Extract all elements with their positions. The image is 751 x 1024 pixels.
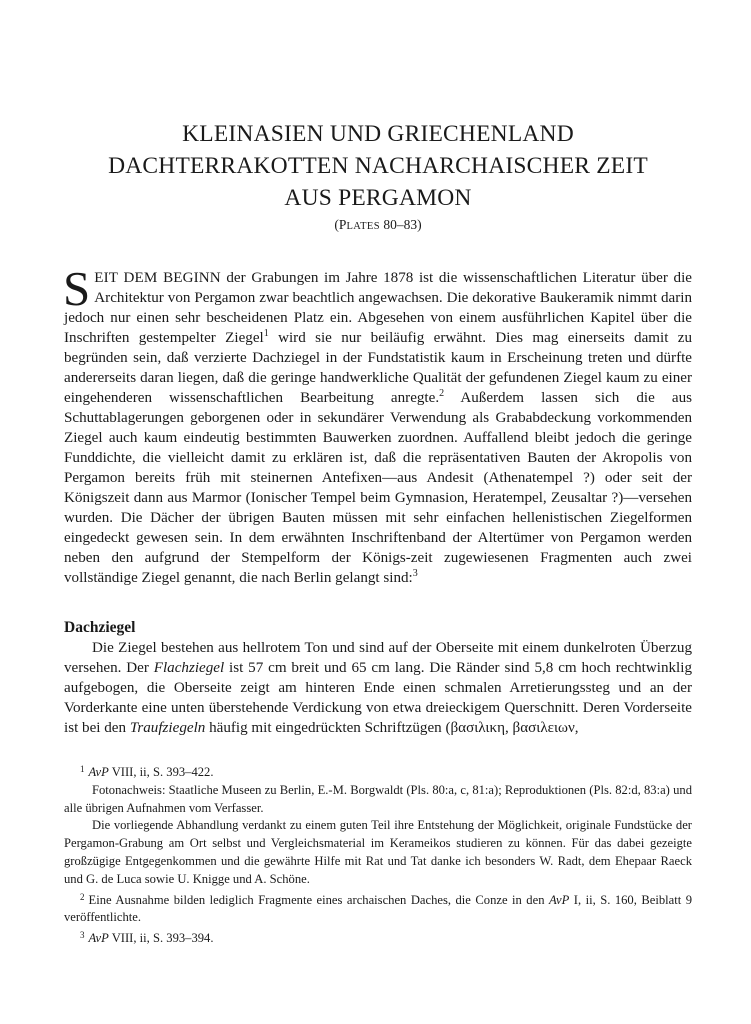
footnotes xyxy=(64,761,692,948)
title-line-1: KLEINASIEN UND GRIECHENLAND xyxy=(182,121,574,147)
lead-caps: EIT DEM BEGINN xyxy=(94,270,221,286)
page xyxy=(64,118,692,948)
plates-numbers: 80–83) xyxy=(379,217,422,232)
footnote-1-avp: AvP xyxy=(88,765,109,779)
footnote-1-text: VIII, ii, S. 393–422. xyxy=(108,765,214,779)
plates-reference xyxy=(64,216,692,236)
footnote-2-avp: AvP xyxy=(548,892,570,907)
footnote-ref-3[interactable]: 3 xyxy=(412,568,418,579)
section-heading: Dachziegel xyxy=(64,619,136,636)
footnote-1 xyxy=(64,761,692,782)
intro-text-3: Außerdem lassen sich die aus Schuttablagerungen geborgenen oder in sekundärer Verwendung als Grababdeckung vorkommenden Ziegel auch kaum eindeutig bestimmten Bauwerken zuordnen. Auffallend bleibt jedoch die geringe Funddichte, die vielleicht damit zu erklären ist, daß die repräsentativen Bauten der Akropolis von Pergamon bereits früh mit steinernen Antefixen—aus Andesit (Athenatempel ?) oder seit der Königszeit dann aus Marmor (Ionischer Tempel beim Gymnasion, Heratempel, Zeusaltar ?)—versehen wurden. Die Dächer der übrigen Bauten müssen mit sehr einfachen hellenistischen Ziegelformen eingedeckt gewesen sein. In dem erwähnten Inschriftenband der Altertümer von Pergamon werden neben den aufgrund der Stempelform der Königs-zeit zugewiesenen Fragmenten auch zwei vollständige Ziegel genannt, die nach Berlin gelangt sind: xyxy=(64,390,692,586)
footnote-2-text-a: Eine Ausnahme bilden lediglich Fragmente eines archaischen Daches, die Conze in den xyxy=(88,892,549,907)
footnote-3-avp: AvP xyxy=(88,931,109,946)
footnote-ref-1[interactable]: 1 xyxy=(263,328,269,339)
plates-open: ( xyxy=(334,217,339,232)
footnote-photo-credits: Fotonachweis: Staatliche Museen zu Berlin, E.-M. Borgwaldt (Pls. 80:a, c, 81:a); Reproduktionen (Pls. 82:d, 83:a) und alle übrigen Aufnahmen vom Verfasser. xyxy=(64,782,692,815)
footnote-2-text-b: I, ii, S. 160, Beiblatt 9 veröffentlichte. xyxy=(64,892,693,925)
section-em-flachziegel: Flachziegel xyxy=(153,660,225,676)
intro-text-2: wird sie nur beiläufig erwähnt. Dies mag einerseits damit zu begründen sein, daß verzierte Dachziegel in der Fundstatistik kaum in Erscheinung treten und dürfte andererseits daran liegen, daß die geringe handwerkliche Qualität der gefundenen Ziegel kaum zu einer eingehenderen wissenschaftlichen Bearbeitung anregte. xyxy=(64,330,693,406)
drop-cap: S xyxy=(63,261,91,316)
footnote-number-1: 1 xyxy=(80,764,85,774)
footnote-3 xyxy=(64,927,692,948)
section-text-2: ist 57 cm breit und 65 cm lang. Die Ränder sind 5,8 cm hoch rechtwinklig aufgebogen, die Oberseite zeigt am hinteren Ende einen schmalen Arretierungssteg und an der Vorderkante eine unten überstehende Verdickung von etwa dreieckigem Querschnitt. Deren Vorderseite ist bei den xyxy=(64,660,692,736)
plates-p: P xyxy=(338,217,347,232)
title-line-2: DACHTERRAKOTTEN NACHARCHAISCHER ZEIT xyxy=(108,153,648,179)
footnote-acknowledgements: Die vorliegende Abhandlung verdankt zu einem guten Teil ihre Entstehung der Möglichkeit, originale Fundstücke der Pergamon-Grabung am Ort selbst und Vergleichsmaterial im Kerameikos studieren zu können. Für das dabei gezeigte großzügige Entgegenkommen und die gewährte Hilfe mit Rat und Tat danke ich besonders W. Radt, dem Ehepaar Raeck und G. de Luca sowie U. Knigge und A. Schöne. xyxy=(64,818,692,886)
section-text-1: Die Ziegel bestehen aus hellrotem Ton und sind auf der Oberseite mit einem dunkelroten Überzug versehen. Der xyxy=(64,640,692,676)
section-em-traufziegeln: Traufziegeln xyxy=(129,720,206,736)
plates-word: LATES xyxy=(346,221,380,232)
footnote-3-text: VIII, ii, S. 393–394. xyxy=(108,931,214,946)
intro-paragraph xyxy=(63,261,693,588)
title-line-3: AUS PERGAMON xyxy=(284,185,472,211)
section-paragraph xyxy=(64,638,692,738)
section-text-3: häufig mit eingedrückten Schriftzügen (βασιλικη, βασιλειων, xyxy=(205,720,579,736)
footnote-number-3: 3 xyxy=(80,930,85,941)
footnote-2 xyxy=(64,889,692,928)
footnote-ref-2[interactable]: 2 xyxy=(439,388,445,399)
footnote-number-2: 2 xyxy=(80,891,85,902)
intro-text-1: der Grabungen im Jahre 1878 ist die wissenschaftlichen Literatur über die Architektur von Pergamon zwar beachtlich angewachsen. Die dekorative Baukeramik nimmt darin jedoch nur einen sehr bescheidenen Platz ein. Abgesehen von einem ausführlichen Kapitel über die Inschriften gestempelter Ziegel xyxy=(64,270,692,346)
title-block xyxy=(64,118,692,236)
